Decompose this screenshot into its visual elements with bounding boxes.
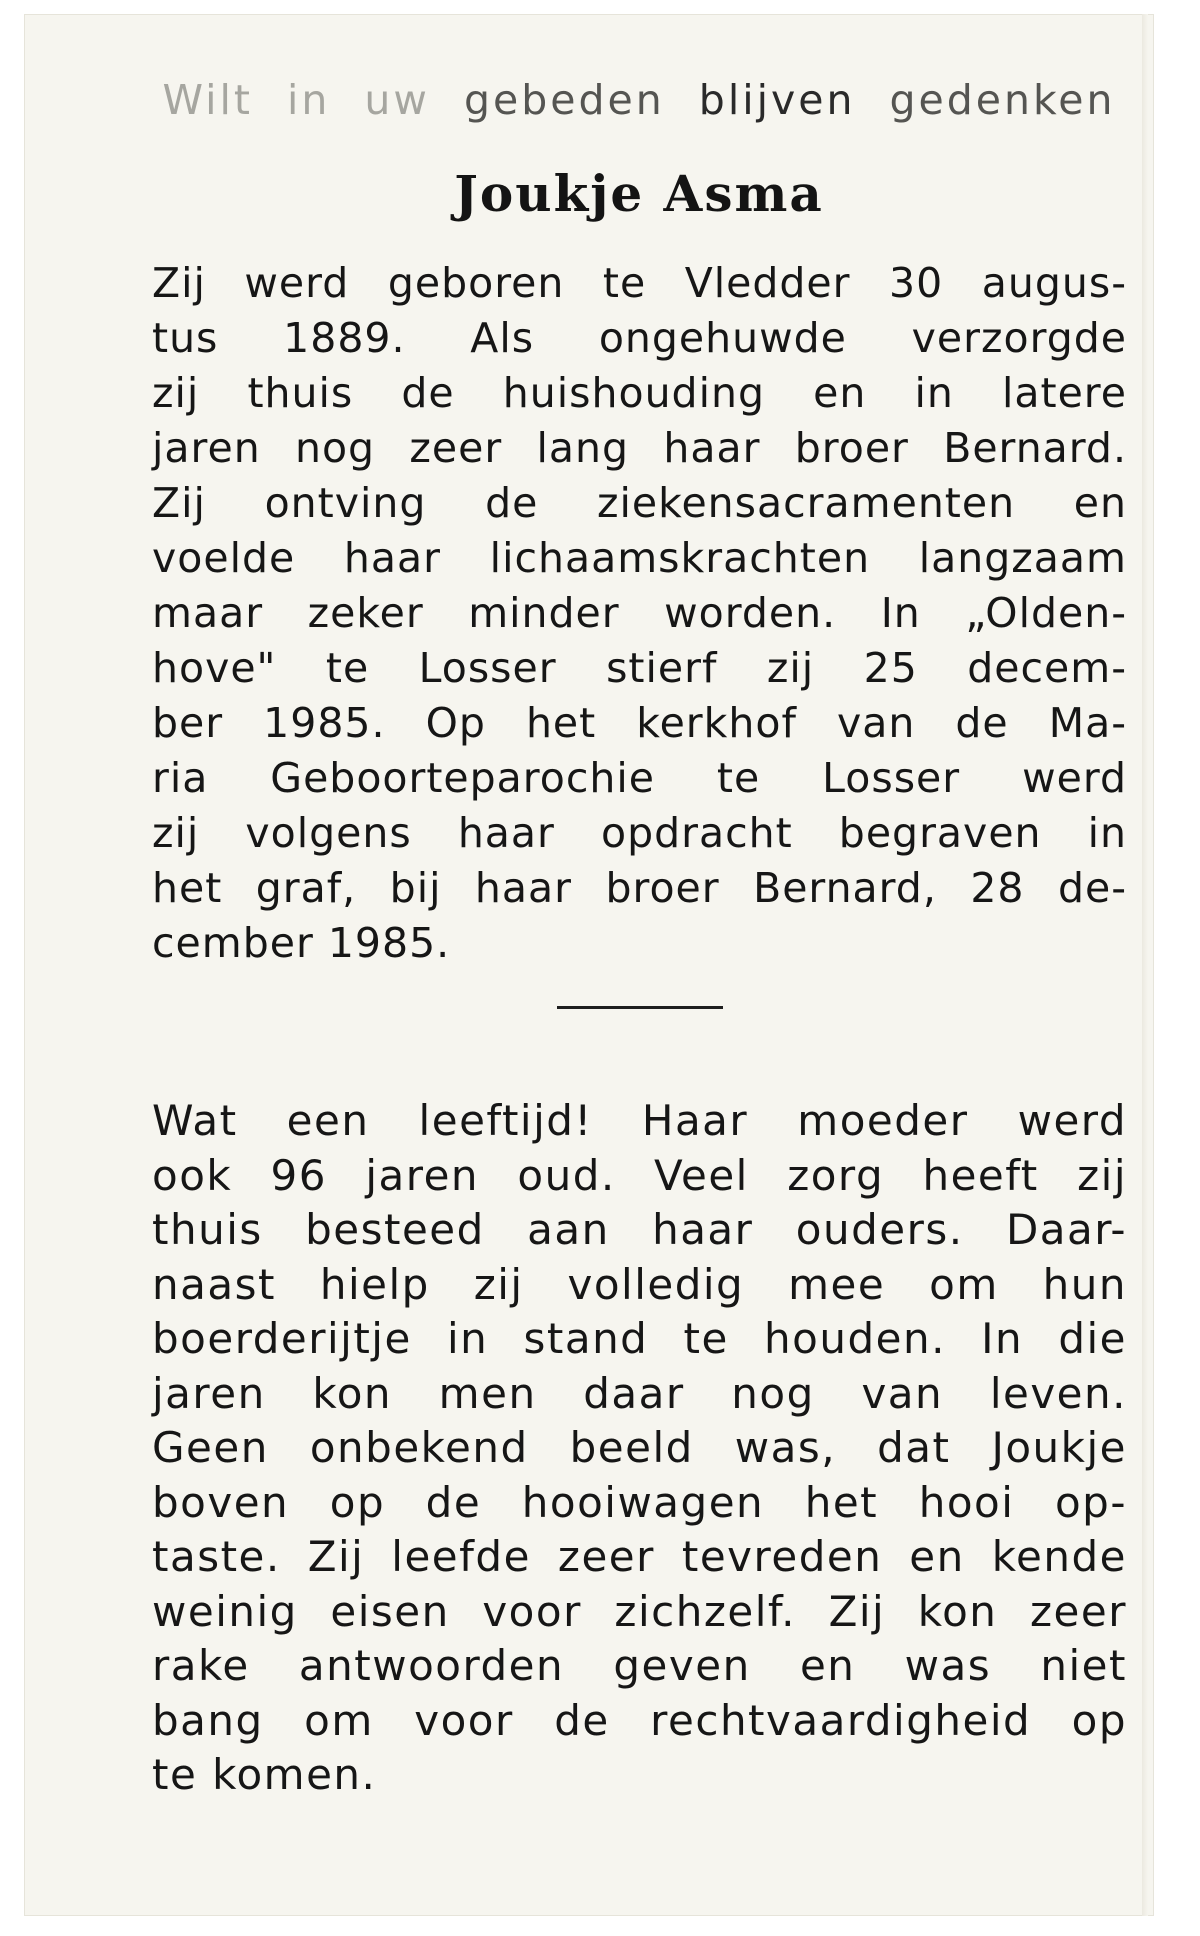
tribute-line: thuis besteed aan haar ouders. Daar- <box>152 1205 1127 1254</box>
tribute-line: weinig eisen voor zichzelf. Zij kon zeer <box>152 1586 1127 1636</box>
biography-line: Zij werd geboren te Vledder 30 augus- <box>152 259 1127 307</box>
tribute-line: ook 96 jaren oud. Veel zorg heeft zij <box>152 1150 1127 1200</box>
tribute-line: rake antwoorden geven en was niet <box>152 1641 1127 1690</box>
biography-line: ber 1985. Op het kerkhof van de Ma- <box>152 699 1127 747</box>
prayer-heading <box>149 76 1129 124</box>
biography-line: tus 1889. Als ongehuwde verzorgde <box>152 314 1127 362</box>
tribute-line: naast hielp zij volledig mee om hun <box>152 1259 1127 1309</box>
biography-line: Zij ontving de ziekensacramenten en <box>152 479 1127 527</box>
tribute-line: jaren kon men daar nog van leven. <box>152 1368 1127 1418</box>
biography-line: jaren nog zeer lang haar broer Bernard. <box>152 424 1127 472</box>
biography-line: hove" te Losser stierf zij 25 decem- <box>152 644 1127 692</box>
tribute-line: boven op de hooiwagen het hooi op- <box>152 1477 1127 1527</box>
biography-line: ria Geboorteparochie te Losser werd <box>152 754 1127 802</box>
section-divider <box>557 1006 723 1009</box>
biography-line: voelde haar lichaamskrachten langzaam <box>152 534 1127 582</box>
biography-line: zij thuis de huishouding en in latere <box>152 369 1127 417</box>
memorial-card <box>24 14 1154 1916</box>
heading-end-text: gedenken <box>889 76 1116 124</box>
tribute-paragraph <box>152 1094 1127 1803</box>
deceased-name: Joukje Asma <box>454 164 824 223</box>
tribute-line: Geen onbekend beeld was, dat Joukje <box>152 1423 1127 1472</box>
heading-mid-text: gebeden <box>464 76 665 124</box>
tribute-line: bang om voor de rechtvaardigheid op <box>152 1695 1127 1745</box>
tribute-line: te komen. <box>152 1750 377 1799</box>
biography-line: het graf, bij haar broer Bernard, 28 de- <box>152 864 1127 912</box>
tribute-line: taste. Zij leefde zeer tevreden en kende <box>152 1532 1127 1581</box>
biography-paragraph <box>152 256 1127 971</box>
tribute-line: boerderijtje in stand te houden. In die <box>152 1314 1127 1363</box>
biography-line: cember 1985. <box>152 919 451 967</box>
biography-line: zij volgens haar opdracht begraven in <box>152 809 1127 857</box>
heading-faded-text: Wilt in uw <box>162 76 430 124</box>
tribute-line: Wat een leeftijd! Haar moeder werd <box>152 1096 1127 1145</box>
biography-line: maar zeker minder worden. In „Olden- <box>152 589 1127 637</box>
heading-dark-text: blijven <box>698 76 856 124</box>
